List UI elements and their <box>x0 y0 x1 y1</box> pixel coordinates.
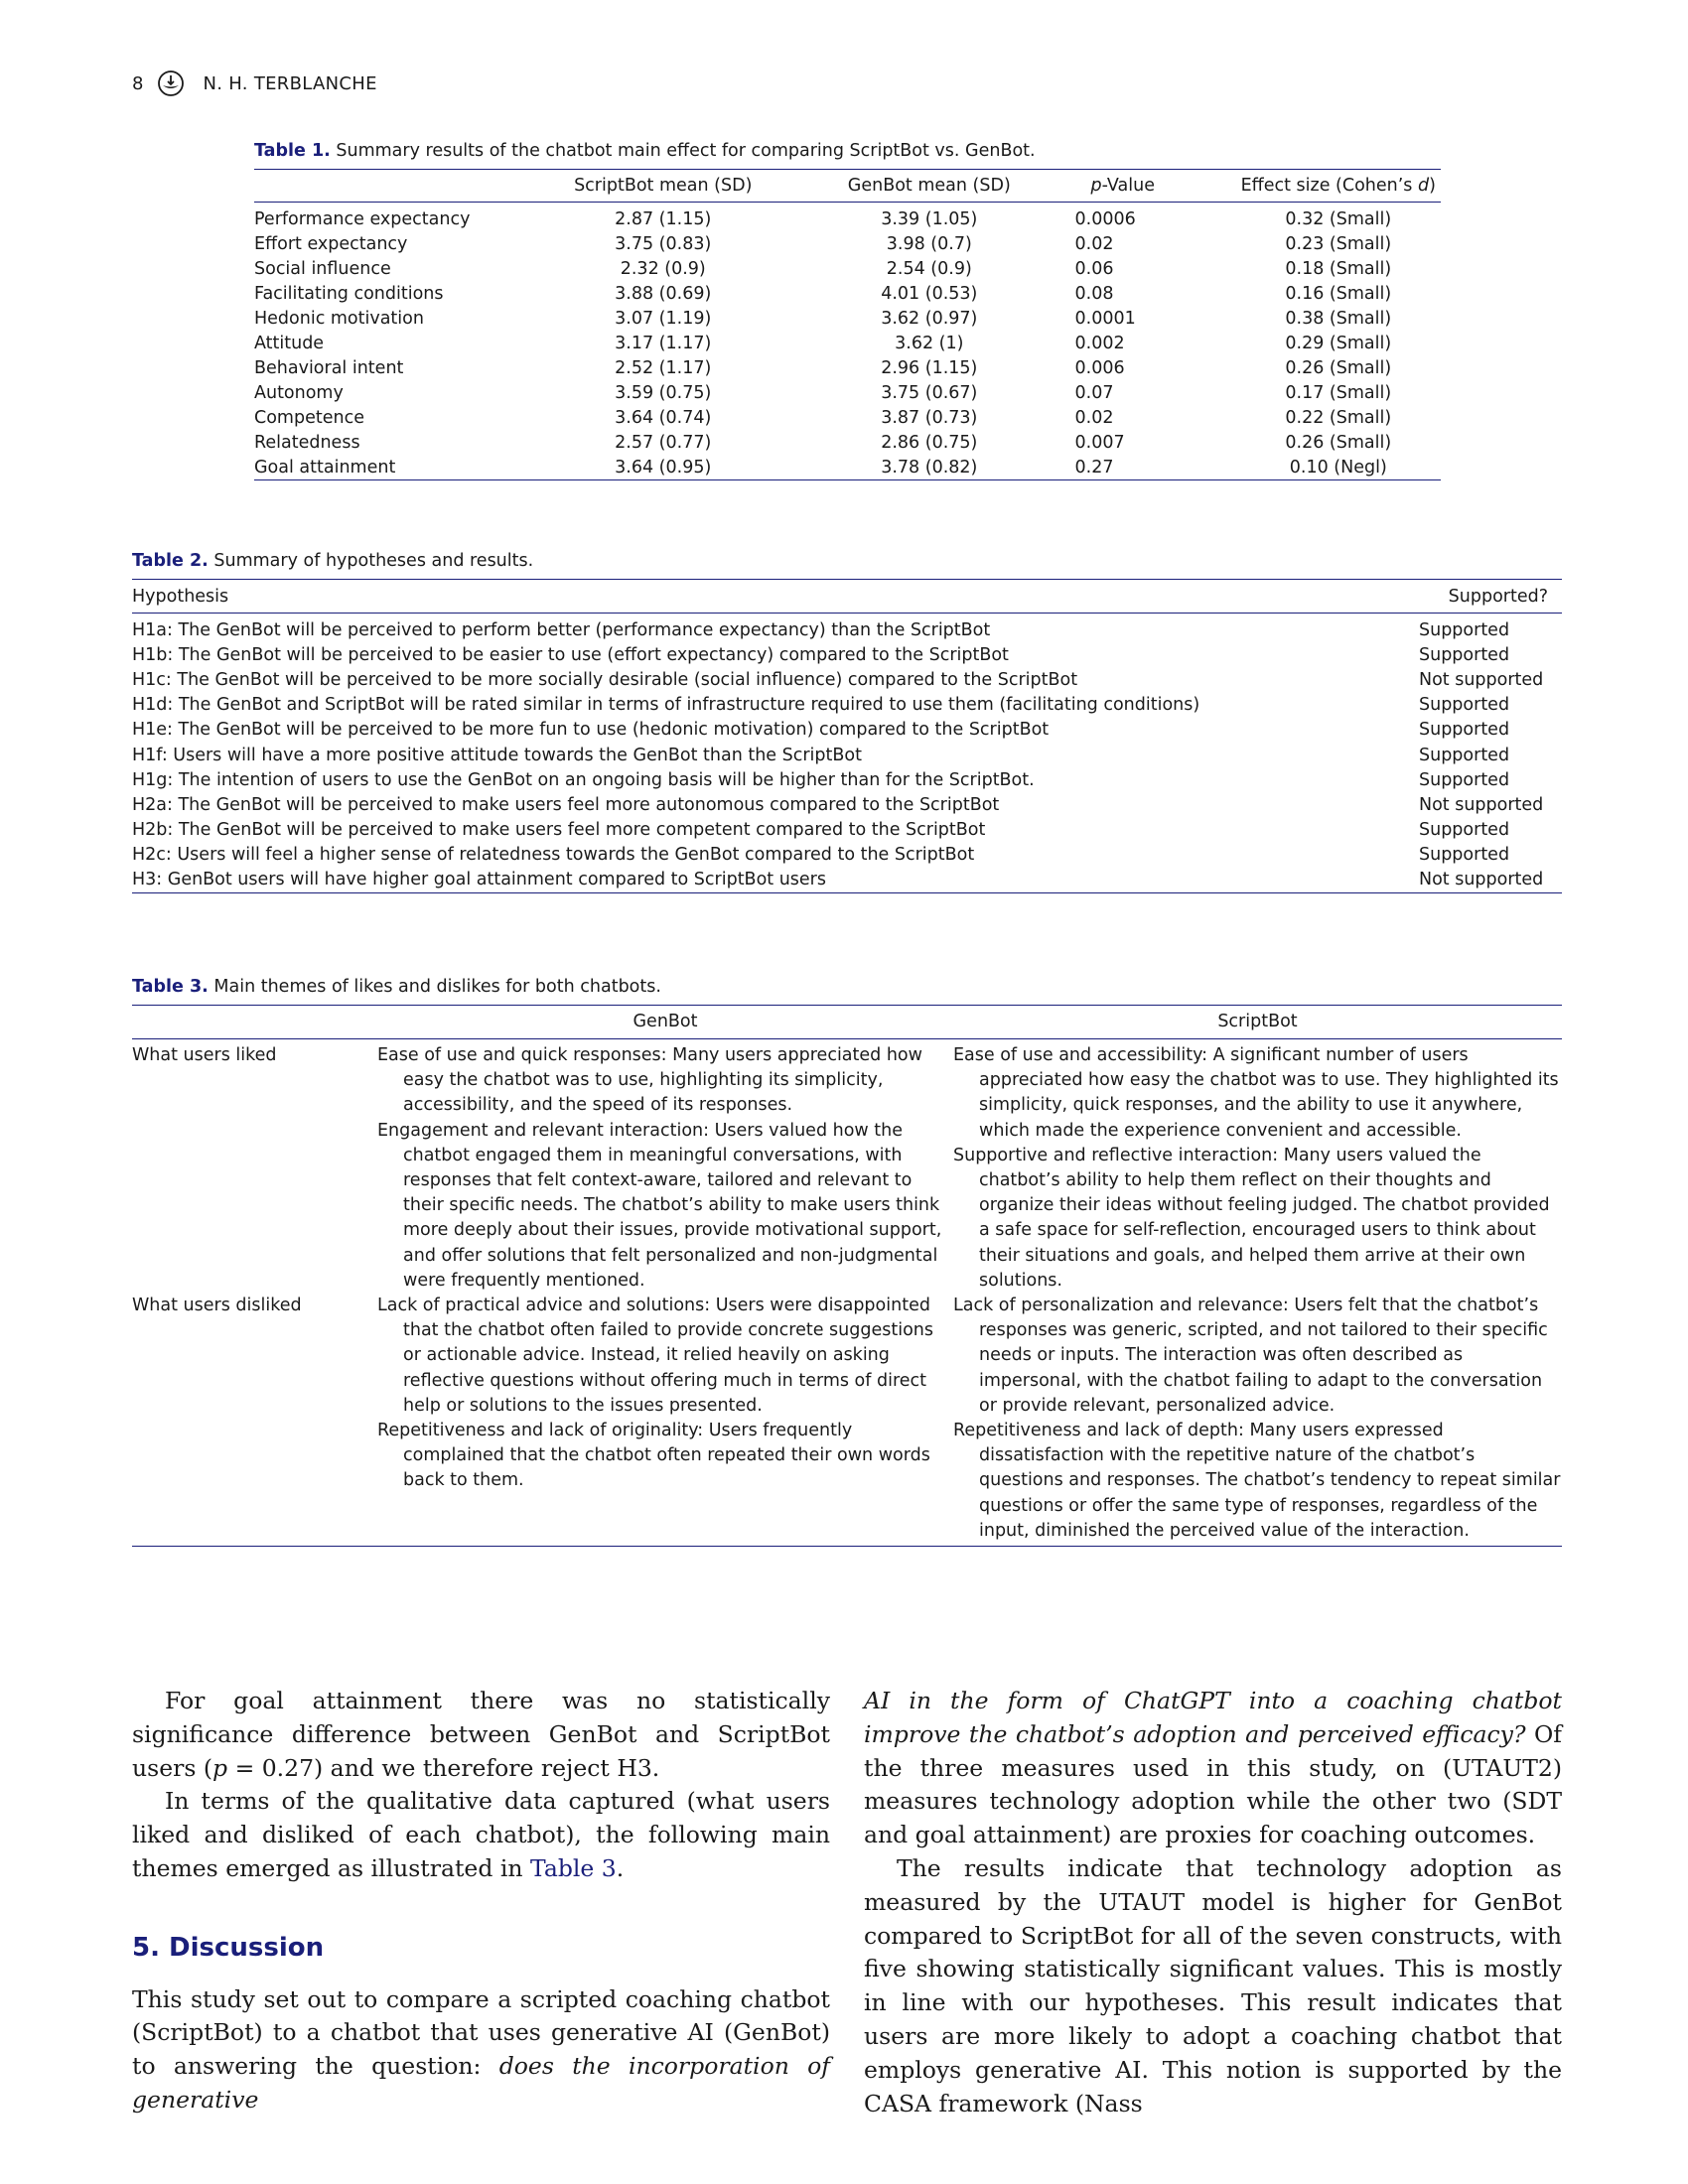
hypothesis-cell: H1c: The GenBot will be perceived to be more socially desirable (social influence) compared to the ScriptBot <box>132 669 1078 690</box>
table-row <box>132 1294 1562 1547</box>
row-label: What users disliked <box>132 1294 377 1547</box>
genbot-cell <box>377 1294 953 1547</box>
table-cell: 3.88 (0.69) <box>615 283 712 304</box>
body-column-right <box>864 1685 1562 2120</box>
table-cell: 0.02 <box>1074 233 1114 254</box>
research-question-italic: AI in the form of ChatGPT into a coaching chatbot improve the chatbot’s adoption and perceived efficacy? <box>864 1687 1562 1748</box>
table-cell: 0.18 (Small) <box>1285 258 1392 279</box>
supported-cell: Supported <box>1419 745 1510 765</box>
supported-cell: Supported <box>1419 820 1510 841</box>
table-cell: Competence <box>254 407 364 428</box>
table-1 <box>254 141 1441 480</box>
table-cell: 0.06 <box>1074 258 1114 279</box>
table-row <box>132 818 1562 843</box>
table-cell: Relatedness <box>254 432 360 453</box>
section-heading: 5. Discussion <box>132 1932 325 1963</box>
table-1-header-row <box>254 170 1441 203</box>
table-2-caption-text: Summary of hypotheses and results. <box>213 551 534 571</box>
running-header <box>132 69 377 97</box>
supported-cell: Supported <box>1419 619 1510 640</box>
table-cell: 3.64 (0.95) <box>540 455 785 480</box>
table-row <box>254 455 1441 480</box>
paragraph-text: Of the three measures used in this study, on (UTAUT2) measures technology adoption while the other two (SDT and goal attainment) are proxies for coaching outcomes. <box>864 1719 1562 1849</box>
table-1-caption-text: Summary results of the chatbot main effect for comparing ScriptBot vs. GenBot. <box>336 141 1036 161</box>
hypothesis-cell: H1f: Users will have a more positive attitude towards the GenBot than the ScriptBot <box>132 745 862 765</box>
hypothesis-cell: H1b: The GenBot will be perceived to be easier to use (effort expectancy) compared to the ScriptBot <box>132 644 1009 665</box>
supported-cell: Supported <box>1419 695 1510 716</box>
table-cell: 3.07 (1.19) <box>615 308 712 329</box>
table-1-header: ScriptBot mean (SD) <box>540 170 785 203</box>
table-cell: 3.75 (0.67) <box>881 382 978 403</box>
paragraph: For goal attainment there was no statistically significance difference between GenBot and ScriptBot users (p = 0.27) and we therefore reject H3. <box>132 1687 830 1782</box>
hypothesis-cell: H1g: The intention of users to use the GenBot on an ongoing basis will be higher than for the ScriptBot. <box>132 769 1035 790</box>
running-author: N. H. TERBLANCHE <box>203 72 377 94</box>
table-1-caption <box>254 141 1441 161</box>
table-cell: Goal attainment <box>254 455 540 480</box>
supported-cell: Supported <box>1419 769 1510 790</box>
table-3-link[interactable]: Table 3 <box>529 1853 617 1882</box>
row-label: What users liked <box>132 1045 277 1065</box>
table-cell: 0.0006 <box>1074 208 1136 229</box>
table-3-header: ScriptBot <box>953 1006 1562 1039</box>
table-cell: Attitude <box>254 333 325 353</box>
scriptbot-cell <box>953 1294 1562 1547</box>
table-cell: 3.64 (0.74) <box>615 407 712 428</box>
table-cell: 4.01 (0.53) <box>881 283 978 304</box>
hypothesis-cell: H1d: The GenBot and ScriptBot will be rated similar in terms of infrastructure required to use them (facilitating conditions) <box>132 695 1200 716</box>
table-cell: 0.006 <box>1074 357 1125 378</box>
table-cell: Effort expectancy <box>254 233 408 254</box>
table-2 <box>132 551 1562 893</box>
theme-entry: Ease of use and accessibility: A significant number of users appreciated how easy the chatbot was to use. They highlighted its simplicity, quick responses, and the ability to use it anywhere, which made the experience convenient and accessible. <box>953 1045 1559 1141</box>
table-cell: 0.07 <box>1074 382 1114 403</box>
supported-cell: Not supported <box>1419 794 1544 815</box>
table-cell: 2.96 (1.15) <box>881 357 978 378</box>
hypothesis-cell: H2c: Users will feel a higher sense of relatedness towards the GenBot compared to the ScriptBot <box>132 845 975 866</box>
table-cell: 3.59 (0.75) <box>615 382 712 403</box>
table-1-label: Table 1. <box>254 141 331 161</box>
table-cell: Facilitating conditions <box>254 283 444 304</box>
table-cell: 0.29 (Small) <box>1285 333 1392 353</box>
table-cell: 0.22 (Small) <box>1285 407 1392 428</box>
research-question-italic: does the incorporation of generative <box>132 2052 830 2114</box>
table-1-header: p-Value <box>1073 170 1236 203</box>
table-row <box>254 256 1441 281</box>
table-cell: 0.38 (Small) <box>1285 308 1392 329</box>
table-row <box>254 231 1441 256</box>
paragraph-text: . <box>616 1853 625 1882</box>
table-row <box>132 743 1562 767</box>
table-row <box>132 767 1562 792</box>
table-row <box>254 430 1441 455</box>
table-cell: 0.002 <box>1074 333 1125 353</box>
table-row <box>254 306 1441 331</box>
paragraph <box>132 1983 830 2117</box>
table-2-header: Hypothesis <box>132 580 1419 614</box>
table-1-header <box>254 170 540 203</box>
table-row <box>254 281 1441 306</box>
table-cell: 0.23 (Small) <box>1285 233 1392 254</box>
table-cell: 0.16 (Small) <box>1285 283 1392 304</box>
body-column-left <box>132 1685 830 2117</box>
theme-entry: Supportive and reflective interaction: Many users valued the chatbot’s ability to help them reflect on their thoughts and organize their ideas without feeling judged. The chatbot provided a safe space for self-reflection, encouraged users to think about their situations and goals, and helped them arrive at their own solutions. <box>953 1145 1550 1291</box>
table-row <box>132 843 1562 868</box>
theme-entry: Ease of use and quick responses: Many users appreciated how easy the chatbot was to use, highlighting its simplicity, accessibility, and the speed of its responses. <box>377 1045 922 1116</box>
table-1-grid <box>254 169 1441 480</box>
table-row <box>254 355 1441 380</box>
table-3-grid <box>132 1005 1562 1547</box>
table-cell: 3.98 (0.7) <box>886 233 972 254</box>
table-row <box>254 203 1441 232</box>
p-italic: p <box>1090 176 1102 196</box>
table-3-caption <box>132 977 1562 997</box>
table-cell: Social influence <box>254 258 391 279</box>
table-cell: 0.007 <box>1074 432 1125 453</box>
theme-entry: Repetitiveness and lack of originality: Users frequently complained that the chatbot often repeated their own words back to them. <box>377 1421 930 1491</box>
supported-cell: Supported <box>1419 644 1510 665</box>
paragraph-text: In terms of the qualitative data captured (what users liked and disliked of each chatbot), the following main themes emerged as illustrated in <box>132 1787 830 1882</box>
table-cell: 0.32 (Small) <box>1285 208 1392 229</box>
theme-entry: Repetitiveness and lack of depth: Many users expressed dissatisfaction with the repetitive nature of the chatbot’s questions and responses. The chatbot’s tendency to repeat similar questions or offer the same type of responses, regardless of the input, diminished the perceived value of the interaction. <box>953 1421 1561 1541</box>
table-3-header-row <box>132 1006 1562 1039</box>
table-3-label: Table 3. <box>132 977 209 997</box>
table-1-header: Effect size (Cohen’s d) <box>1236 170 1441 203</box>
supported-cell: Not supported <box>1419 868 1562 893</box>
table-2-label: Table 2. <box>132 551 209 571</box>
table-row <box>132 642 1562 667</box>
table-2-header: Supported? <box>1419 580 1562 614</box>
table-row <box>132 1039 1562 1295</box>
table-cell: 0.08 <box>1074 283 1114 304</box>
table-2-caption <box>132 551 1562 571</box>
theme-entry: Lack of practical advice and solutions: Users were disappointed that the chatbot often failed to provide concrete suggestions or actionable advice. Instead, it relied heavily on asking reflective questions without offering much in terms of direct help or solutions to the issues presented. <box>377 1296 933 1416</box>
paragraph: The results indicate that technology adoption as measured by the UTAUT model is higher for GenBot compared to ScriptBot for all of the seven constructs, with five showing statistically significant values. This is mostly in line with our hypotheses. This result indicates that users are more likely to adopt a coaching chatbot that employs generative AI. This notion is supported by the CASA framework (Nass <box>864 1853 1562 2117</box>
hypothesis-cell: H3: GenBot users will have higher goal attainment compared to ScriptBot users <box>132 868 1419 893</box>
table-cell: 2.52 (1.17) <box>615 357 712 378</box>
table-cell: 0.26 (Small) <box>1285 357 1392 378</box>
table-cell: 2.87 (1.15) <box>615 208 712 229</box>
table-cell: 0.17 (Small) <box>1285 382 1392 403</box>
table-cell: Performance expectancy <box>254 208 471 229</box>
table-cell: 3.87 (0.73) <box>881 407 978 428</box>
hypothesis-cell: H1a: The GenBot will be perceived to perform better (performance expectancy) than the ScriptBot <box>132 619 991 640</box>
supported-cell: Supported <box>1419 720 1510 741</box>
table-row <box>132 792 1562 817</box>
page-number: 8 <box>132 72 144 94</box>
paragraph <box>132 1785 830 1885</box>
table-3-header <box>132 1006 377 1039</box>
table-3-caption-text: Main themes of likes and dislikes for both chatbots. <box>213 977 661 997</box>
table-cell: 0.02 <box>1074 407 1114 428</box>
table-1-header: GenBot mean (SD) <box>785 170 1072 203</box>
table-cell: 3.78 (0.82) <box>785 455 1072 480</box>
paragraph <box>864 1685 1562 1852</box>
d-italic: d <box>1417 176 1430 196</box>
table-cell: 0.26 (Small) <box>1285 432 1392 453</box>
table-cell: 0.27 <box>1073 455 1236 480</box>
p-italic: p <box>212 1753 228 1782</box>
table-cell: 0.0001 <box>1074 308 1136 329</box>
table-cell: Hedonic motivation <box>254 308 424 329</box>
table-cell: 3.39 (1.05) <box>881 208 978 229</box>
table-3 <box>132 977 1562 1547</box>
table-cell: 2.86 (0.75) <box>881 432 978 453</box>
hypothesis-cell: H1e: The GenBot will be perceived to be more fun to use (hedonic motivation) compared to the ScriptBot <box>132 720 1050 741</box>
paragraph-text: This study set out to compare a scripted coaching chatbot (ScriptBot) to a chatbot that uses generative AI (GenBot) to answering the question: <box>132 1984 830 2081</box>
scriptbot-cell <box>953 1039 1562 1295</box>
hypothesis-cell: H2a: The GenBot will be perceived to make users feel more autonomous compared to the ScriptBot <box>132 794 1000 815</box>
table-row <box>132 693 1562 718</box>
table-cell: Autonomy <box>254 382 344 403</box>
theme-entry: Lack of personalization and relevance: Users felt that the chatbot’s responses was generic, scripted, and not tailored to their specific needs or inputs. The interaction was often described as impersonal, with the chatbot failing to adapt to the conversation or provide relevant, personalized advice. <box>953 1296 1548 1416</box>
table-row <box>254 331 1441 355</box>
table-3-header: GenBot <box>377 1006 953 1039</box>
table-cell: Behavioral intent <box>254 357 404 378</box>
publisher-logo-icon <box>157 69 185 97</box>
table-row <box>132 614 1562 643</box>
table-cell: 3.62 (0.97) <box>881 308 978 329</box>
table-cell: 2.57 (0.77) <box>615 432 712 453</box>
table-row <box>254 405 1441 430</box>
table-row <box>132 718 1562 743</box>
genbot-cell <box>377 1039 953 1295</box>
hypothesis-cell: H2b: The GenBot will be perceived to make users feel more competent compared to the ScriptBot <box>132 820 986 841</box>
table-row <box>132 667 1562 692</box>
table-row <box>132 868 1562 893</box>
supported-cell: Supported <box>1419 845 1510 866</box>
table-row <box>254 380 1441 405</box>
table-cell: 3.17 (1.17) <box>615 333 712 353</box>
table-2-grid <box>132 579 1562 893</box>
table-2-header-row <box>132 580 1562 614</box>
table-cell: 0.10 (Negl) <box>1236 455 1441 480</box>
table-cell: 2.54 (0.9) <box>886 258 972 279</box>
table-cell: 3.75 (0.83) <box>615 233 712 254</box>
table-cell: 3.62 (1) <box>895 333 964 353</box>
supported-cell: Not supported <box>1419 669 1544 690</box>
theme-entry: Engagement and relevant interaction: Users valued how the chatbot engaged them in meaningful conversations, with responses that felt context-aware, tailored and relevant to their specific needs. The chatbot’s ability to make users think more deeply about their issues, provide motivational support, and offer solutions that felt personalized and non-judgmental were frequently mentioned. <box>377 1120 942 1291</box>
table-cell: 2.32 (0.9) <box>620 258 706 279</box>
